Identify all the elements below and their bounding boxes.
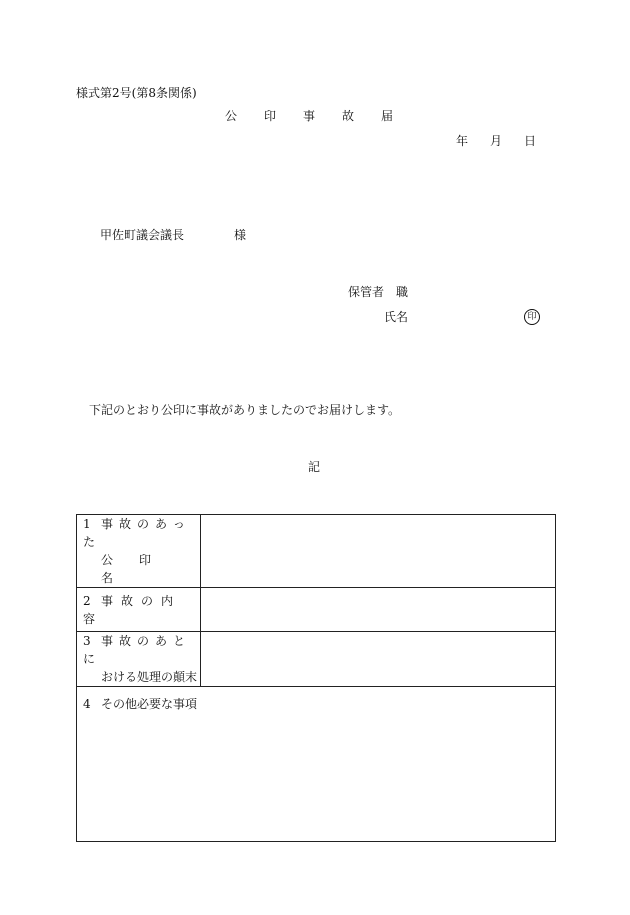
holder-line <box>348 286 408 298</box>
record-table <box>76 514 556 842</box>
row-label <box>77 588 201 632</box>
other-matters-field[interactable] <box>77 687 556 842</box>
row-number: 3 <box>83 634 91 648</box>
row-label <box>77 632 201 687</box>
row-number: 4 <box>83 697 91 711</box>
addressee-name: 甲佐町議会議長 <box>100 228 185 242</box>
holder-label: 保管者 <box>348 285 385 299</box>
form-number: 様式第2号(第8条関係) <box>76 86 197 100</box>
row-value-field[interactable] <box>201 632 556 687</box>
row-number: 2 <box>83 593 91 608</box>
table-row <box>77 515 556 588</box>
name-label: 氏名 <box>384 310 409 324</box>
seal-mark: 印 <box>527 311 537 322</box>
statement: 下記のとおり公印に事故がありましたのでお届けします。 <box>89 403 401 417</box>
row-value-field[interactable] <box>201 588 556 632</box>
row-label-line1: 事故の内容 <box>83 593 182 626</box>
date-line: 年月日 <box>456 134 559 148</box>
document-title: 公印事故届 <box>225 109 421 123</box>
row-value-field[interactable] <box>201 515 556 588</box>
addressee-honorific: 様 <box>234 228 247 242</box>
row-label-line1: その他必要な事項 <box>101 697 198 711</box>
row-label-line1: 事故のあった <box>83 517 191 549</box>
addressee <box>100 229 246 241</box>
post-label: 職 <box>396 285 409 299</box>
row-label-line2: おける処理の顛末 <box>101 670 198 684</box>
ki-heading: 記 <box>308 460 321 474</box>
seal-icon <box>524 309 540 325</box>
table-row <box>77 588 556 632</box>
table-row <box>77 687 556 842</box>
row-label <box>77 515 201 588</box>
row-label-line1: 事故のあとに <box>83 634 192 666</box>
row-label-line2: 公印名 <box>101 553 178 585</box>
row-number: 1 <box>83 517 91 531</box>
table-row <box>77 632 556 687</box>
